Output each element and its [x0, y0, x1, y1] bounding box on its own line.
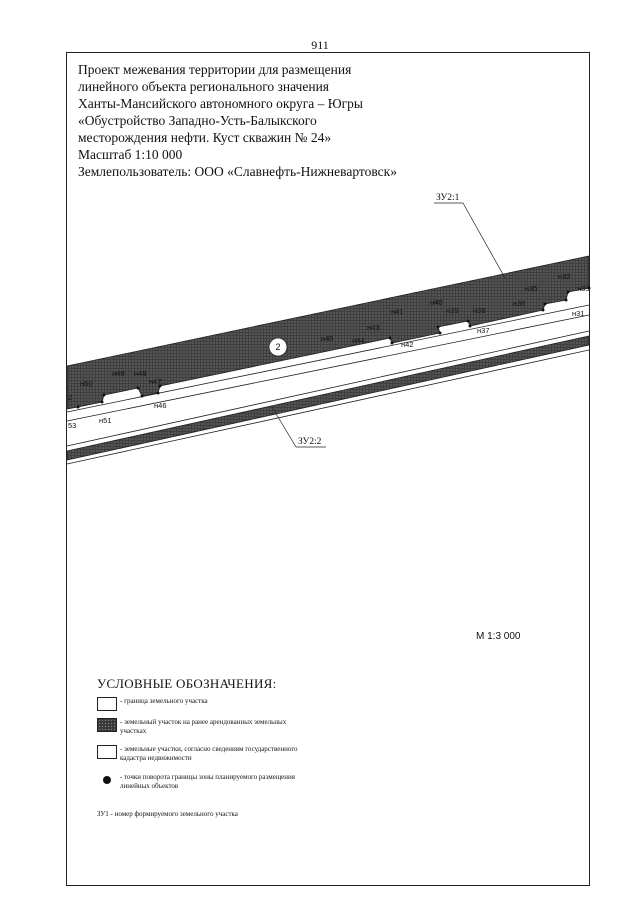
legend-text: - граница земельного участка — [120, 697, 208, 705]
legend-swatch-outline — [97, 697, 117, 711]
point-label: н31 — [572, 309, 585, 318]
parcel-zu2-1 — [67, 256, 589, 409]
page-number: 911 — [311, 38, 329, 52]
legend-item-cadastre-parcel — [97, 745, 300, 763]
title-line: линейного объекта регионального значения — [78, 79, 330, 94]
point-label: н47 — [149, 377, 162, 386]
point-label: н37 — [477, 326, 490, 335]
legend-swatch-outline — [97, 745, 117, 759]
point-label: н32 — [558, 272, 571, 281]
point-label: н43 — [367, 323, 380, 332]
point-label: н45 — [321, 334, 334, 343]
point-label: н39 — [446, 306, 459, 315]
parcel-number: 2 — [275, 342, 281, 352]
legend-swatch-dark — [97, 718, 117, 732]
point-label: н38 — [473, 306, 486, 315]
legend-item-boundary — [97, 697, 300, 711]
point-label: н33 — [577, 284, 590, 293]
map-scale: М 1:3 000 — [476, 631, 521, 642]
legend-text: - земельный участок на ранее арендованных земельных участках — [120, 718, 287, 735]
point-label: н36 — [513, 299, 526, 308]
point-label: н51 — [99, 416, 112, 425]
scale-line: Масштаб 1:10 000 — [78, 147, 183, 162]
title-line: Проект межевания территории для размещения — [78, 62, 352, 77]
point-label: н35 — [525, 284, 538, 293]
land-user-line: Землепользователь: ООО «Славнефть-Нижневартовск» — [78, 164, 397, 179]
legend-code-text: ЗУ1 - номер формируемого земельного участка — [97, 810, 238, 818]
title-line: «Обустройство Западно-Усть-Балыкского — [78, 113, 317, 128]
legend-item-leased-parcel — [97, 718, 300, 736]
legend-dot-icon — [103, 776, 111, 784]
leader-line — [463, 203, 505, 278]
legend-item-turning-points — [97, 773, 300, 791]
title-line: Ханты-Мансийского автономного округа – Югры — [78, 96, 363, 111]
legend-title: УСЛОВНЫЕ ОБОЗНАЧЕНИЯ: — [97, 676, 277, 691]
leader-line — [272, 407, 296, 447]
point-label: н50 — [80, 379, 93, 388]
point-label: н44 — [352, 336, 365, 345]
legend-text: - земельные участки, согласно сведениям государственного кадастра недвижимости — [120, 745, 298, 762]
point-label: н41 — [391, 307, 404, 316]
point-label: 2 — [68, 393, 73, 402]
point-label: н49 — [112, 369, 125, 378]
point-label: н42 — [401, 340, 414, 349]
legend-text: - точки поворота границы зоны планируемого размещения линейных объектов — [120, 773, 295, 790]
parcel-label-zu2-2: ЗУ2:2 — [298, 437, 322, 447]
point-label: н48 — [134, 369, 147, 378]
point-label: 53 — [68, 421, 77, 430]
point-label: н40 — [430, 298, 443, 307]
parcel-label-zu2-1: ЗУ2:1 — [436, 193, 460, 203]
title-line: месторождения нефти. Куст скважин № 24» — [78, 130, 332, 145]
point-label: н46 — [154, 401, 167, 410]
